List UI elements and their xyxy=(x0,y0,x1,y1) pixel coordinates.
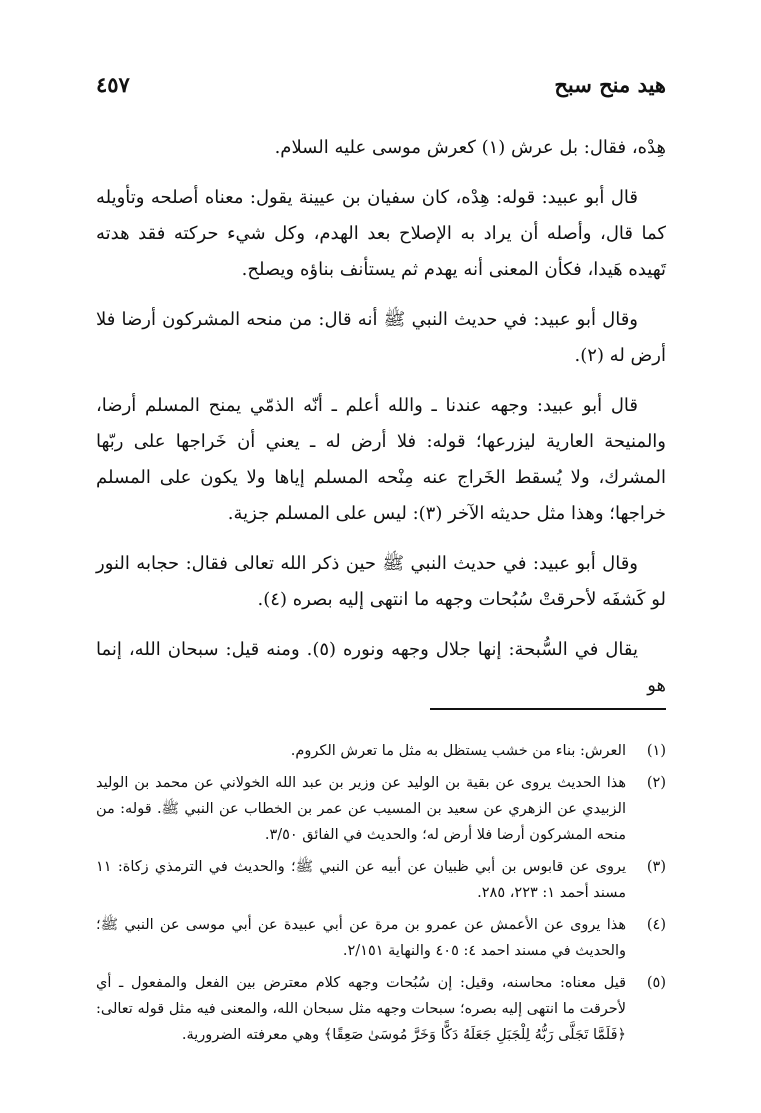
paragraph: قال أبو عبيد: قوله: هِدْه، كان سفيان بن عيينة يقول: معناه أصلحه وتأويله كما قال، وأصله أن يراد به الإصلاح بعد الهدم، وكل شيء حركته فقد هدته تَهيده هَيدا، فكأن المعنى أنه يهدم ثم يستأنف بناؤه ويصلح. xyxy=(96,187,666,280)
footnote xyxy=(96,970,666,1048)
footnote-number: (٣) xyxy=(646,859,666,875)
footnote-number: (٤) xyxy=(646,917,666,933)
paragraph: قال أبو عبيد: وجهه عندنا ـ والله أعلم ـ أنّه الذمّي يمنح المسلم أرضا، والمنيحة العارية ليزرعها؛ قوله: فلا أرض له ـ يعني أن خَراجها على ربّها المشرك، ولا يُسقط الخَراج عنه مِنْحه المسلم إياها ولا يكون على المسلم خراجها؛ وهذا مثل حديثه الآخر (٣): ليس على المسلم جزية. xyxy=(96,395,666,524)
footnote-number: (٥) xyxy=(646,975,666,991)
paragraph: يقال في السُّبحة: إنها جلال وجهه ونوره (٥). ومنه قيل: سبحان الله، إنما هو xyxy=(96,639,666,696)
paragraph: هِدْه، فقال: بل عرش (١) كعرش موسى عليه السلام. xyxy=(274,137,666,158)
paragraph: وقال أبو عبيد: في حديث النبي ﷺ أنه قال: من منحه المشركون أرضا فلا أرض له (٢). xyxy=(96,309,666,366)
paragraph: وقال أبو عبيد: في حديث النبي ﷺ حين ذكر الله تعالى فقال: حجابه النور لو كَشفَه لأحرقتْ سُبُحات وجهه ما انتهى إليه بصره (٤). xyxy=(96,553,666,610)
footnote-text: هذا يروى عن الأعمش عن عمرو بن مرة عن أبي عبيدة عن أبي موسى عن النبي ﷺ؛ والحديث في مسند احمد ٤: ٤٠٥ والنهاية ٢/١٥١. xyxy=(96,917,626,959)
footnote-text: العرش: بناء من خشب يستظل به مثل ما تعرش الكروم. xyxy=(290,743,626,759)
footnotes xyxy=(96,738,666,1054)
running-head: هيد منح سبح xyxy=(554,72,666,97)
footnote-number: (٢) xyxy=(646,775,666,791)
footnote-text: هذا الحديث يروى عن بقية بن الوليد عن وزير بن عبد الله الخولاني عن محمد بن الوليد الزبيدي عن الزهري عن سعيد بن المسيب عن عمر بن الخطاب عن النبي ﷺ. قوله: من منحه المشركون أرضا فلا أرض له؛ والحديث في الفائق ٣/٥٠. xyxy=(96,775,626,843)
footnote xyxy=(96,912,666,964)
footnote xyxy=(96,738,666,764)
footnote xyxy=(96,770,666,848)
page-header xyxy=(96,72,666,112)
footnote-text: قيل معناه: محاسنه، وقيل: إن سُبُحات وجهه كلام معترض بين الفعل والمفعول ـ أي لأحرقت ما انتهى إليه بصره؛ سبحات وجهه مثل سبحان الله، والمعنى فيه مثل قوله تعالى: ﴿فَلَمَّا تَجَلَّى رَبُّهُ لِلْجَبَلِ جَعَلَهُ دَكًّا وَخَرَّ مُوسَىٰ صَعِقًا﴾ وهي معرفته الضرورية. xyxy=(96,975,626,1043)
main-text xyxy=(96,130,666,718)
footnote-number: (١) xyxy=(646,743,666,759)
footnote-text: يروى عن قابوس بن أبي ظبيان عن أبيه عن النبي ﷺ؛ والحديث في الترمذي زكاة: ١١ مسند أحمد ١: ٢٢٣، ٢٨٥. xyxy=(96,859,626,901)
footnote-divider xyxy=(430,708,666,710)
page-number: ٤٥٧ xyxy=(96,72,130,97)
footnote xyxy=(96,854,666,906)
